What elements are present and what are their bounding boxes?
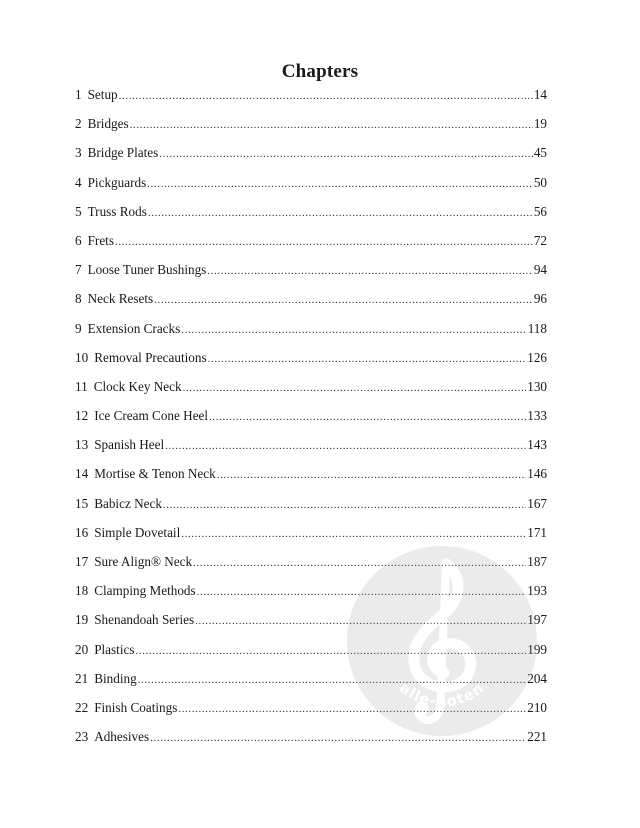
dot-leader	[208, 345, 527, 374]
chapter-number: 19	[75, 612, 89, 628]
toc-entry[interactable]	[75, 430, 547, 459]
dot-leader	[197, 578, 527, 607]
toc-entry[interactable]	[75, 576, 547, 605]
dot-leader	[181, 520, 526, 549]
chapter-title: Setup	[87, 87, 118, 102]
toc-entry[interactable]	[75, 664, 547, 693]
chapter-title: Truss Rods	[87, 203, 147, 219]
chapter-title: Plastics	[94, 641, 135, 657]
chapter-number: 9	[75, 320, 82, 336]
toc-entry[interactable]	[75, 168, 547, 197]
chapter-title: Extension Cracks	[87, 320, 181, 336]
page-number: 56	[533, 203, 547, 219]
chapter-number: 8	[75, 291, 82, 307]
dot-leader	[115, 228, 533, 257]
dot-leader	[183, 374, 527, 403]
chapter-title: Neck Resets	[87, 291, 154, 307]
chapter-title: Simple Dovetail	[94, 524, 181, 540]
dot-leader	[163, 491, 526, 520]
chapter-title: Clamping Methods	[94, 583, 196, 599]
chapter-title: Pickguards	[87, 174, 147, 190]
toc-entry[interactable]	[75, 109, 547, 138]
page-number: 130	[527, 378, 547, 394]
chapter-number: 14	[75, 466, 89, 482]
toc-entry[interactable]	[75, 693, 547, 722]
page-number: 50	[533, 174, 547, 190]
chapter-number: 16	[75, 524, 89, 540]
toc-entry[interactable]	[75, 255, 547, 284]
page-number: 171	[527, 524, 547, 540]
page-number: 146	[527, 466, 547, 482]
dot-leader	[207, 257, 533, 286]
chapter-number: 10	[75, 349, 89, 365]
chapter-number: 6	[75, 232, 82, 248]
chapter-number: 17	[75, 554, 89, 569]
toc-entry[interactable]	[75, 605, 547, 634]
toc-entry[interactable]	[75, 518, 547, 547]
page-number: 221	[527, 729, 547, 745]
page-number: 14	[533, 87, 547, 102]
page-number: 199	[527, 641, 547, 657]
page-number: 94	[533, 262, 547, 278]
chapter-title: Babicz Neck	[94, 495, 162, 511]
toc-entry[interactable]	[75, 226, 547, 255]
chapter-number: 4	[75, 174, 82, 190]
chapter-number: 15	[75, 495, 89, 511]
dot-leader	[165, 432, 526, 461]
chapter-number: 2	[75, 116, 82, 132]
chapter-number: 20	[75, 641, 89, 657]
dot-leader	[154, 286, 533, 315]
page-number: 197	[527, 612, 547, 628]
page-number: 193	[527, 583, 547, 599]
page-number: 19	[533, 116, 547, 132]
page-number: 126	[527, 349, 547, 365]
dot-leader	[130, 111, 533, 140]
dot-leader	[217, 461, 527, 490]
page-number: 72	[533, 232, 547, 248]
chapter-title: Bridges	[87, 116, 129, 132]
dot-leader	[147, 170, 533, 199]
chapter-title: Frets	[87, 232, 114, 248]
dot-leader	[193, 549, 526, 578]
chapter-title: Adhesives	[94, 729, 150, 745]
page-number: 204	[527, 670, 547, 686]
toc-entry[interactable]	[75, 401, 547, 430]
chapter-number: 3	[75, 145, 82, 161]
chapter-number: 23	[75, 729, 89, 745]
chapter-title: Bridge Plates	[87, 145, 159, 161]
toc-entry[interactable]	[75, 80, 547, 109]
chapter-title: Loose Tuner Bushings	[87, 262, 207, 278]
toc-entry[interactable]	[75, 138, 547, 167]
toc-entry[interactable]	[75, 547, 547, 576]
chapter-number: 7	[75, 262, 82, 278]
toc-entry[interactable]	[75, 489, 547, 518]
chapter-number: 5	[75, 203, 82, 219]
chapter-title: Finish Coatings	[94, 699, 178, 715]
watermark-text: alle-noten	[396, 678, 488, 711]
chapter-number: 13	[75, 437, 89, 453]
toc-entry[interactable]	[75, 372, 547, 401]
chapter-number: 21	[75, 670, 89, 686]
page-number: 118	[527, 320, 547, 336]
dot-leader	[135, 637, 526, 666]
chapter-title: Binding	[94, 670, 137, 686]
page-number: 187	[527, 554, 547, 569]
chapter-title: Ice Cream Cone Heel	[94, 408, 209, 424]
page-number: 96	[533, 291, 547, 307]
dot-leader	[119, 82, 533, 111]
chapter-number: 18	[75, 583, 89, 599]
toc-entry[interactable]	[75, 459, 547, 488]
chapter-title: Shenandoah Series	[94, 612, 195, 628]
page-number: 133	[527, 408, 547, 424]
page-number: 167	[527, 495, 547, 511]
dot-leader	[181, 316, 526, 345]
page-number: 210	[527, 699, 547, 715]
page-number: 45	[533, 145, 547, 161]
page-title: Chapters	[281, 60, 359, 82]
chapter-number: 11	[75, 378, 88, 394]
chapter-title: Mortise & Tenon Neck	[94, 466, 216, 482]
page-number: 143	[527, 437, 547, 453]
toc-entry[interactable]	[75, 284, 547, 313]
chapter-title: Sure Align® Neck	[94, 554, 193, 569]
toc-entry[interactable]	[75, 635, 547, 664]
chapter-number: 22	[75, 699, 89, 715]
dot-leader	[195, 607, 526, 636]
dot-leader	[150, 724, 526, 753]
toc-entry[interactable]	[75, 722, 547, 751]
chapter-number: 1	[75, 87, 82, 102]
table-of-contents	[75, 80, 547, 751]
chapter-number: 12	[75, 408, 89, 424]
dot-leader	[148, 199, 533, 228]
toc-entry[interactable]	[75, 343, 547, 372]
dot-leader	[209, 403, 526, 432]
dot-leader	[159, 140, 533, 169]
chapter-title: Spanish Heel	[94, 437, 165, 453]
dot-leader	[178, 695, 526, 724]
toc-entry[interactable]	[75, 197, 547, 226]
chapter-title: Removal Precautions	[94, 349, 207, 365]
dot-leader	[138, 666, 527, 695]
chapter-title: Clock Key Neck	[93, 378, 182, 394]
toc-entry[interactable]	[75, 314, 547, 343]
